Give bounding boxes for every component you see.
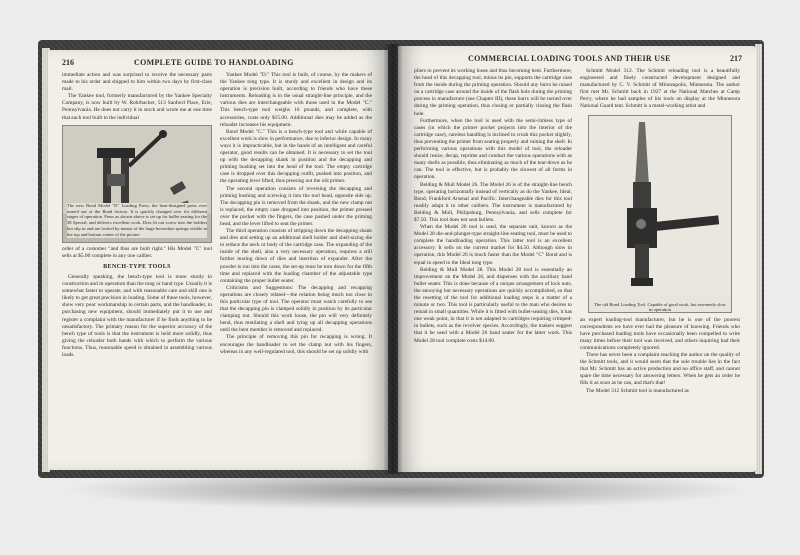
paragraph-text: Bond Model "C." This is a bench-type tool and while capable of excellent work is slow in performance, due to inferior design. In many ways it is impracticable, but in the hands of an intelligent and careful operator, good results can be obtained. It is necessary to set the tool up with the decapping shank in position and the decapping and priming bushing set into the head of the tool. The empty cartridge case is dropped over this decapping outfit, pushed into position, and the operating lever lifted, thus pressing out the old primer. [220, 128, 372, 185]
paragraph: When the Model 26 tool is used, the separate unit, known as the Model 28 die-and-plunger-type straight-line seating tool, must be used to complete the handloading operation. This latter tool is an excellent accessory. It sells on the current market for $4.50. Although slow in operation, this Model 26 is much faster than the Model "C" Bond and is equal in speed to the Ideal tong type. [414, 224, 572, 266]
book-gutter [384, 44, 402, 474]
paragraph-belding-mull-28: Belding & Mull Model 28. This Model 28 tool is essentially an improvement on the Model 26, and dispenses with the auxiliary hand bullet seater. This is done because of a unique arrangement of lock nuts, the annoying but necessary operations are quickly accomplished, so that the resetting of the tool for additional loading steps is a matter of a minute or two. This tool is particularly useful to the man who desires to reload in small quantities. While it is fitted with bullet-seating dies, it has one weak point, in that it is not adapted to cartridges requiring crimped-in bullets, such as the revolver species. Accordingly, the makers suggest that it be used with a Model 26 hand seater for the latter work. This Model 28 tool complete costs $14.00. [414, 266, 572, 344]
paragraph: The second operation consists of reversing the decapping and priming bushing and screwing it into the tool head, opposite side up. The decapping pin is removed from the shank, and the new clamp nut is replaced, the empty case dropped into position, the primer pressed over the pocket with the fingers, the case pushed under the priming head, and the lever lifted to seat the primer. [220, 185, 372, 227]
paragraph: The Model 312 Schmitt tool is manufactured as [586, 387, 689, 394]
paragraph: There has never been a complaint reaching the author on the quality of the Schmitt tools, and it would seem that the sole trouble lies in the fact that Mr. Schmitt has an active production and no office staff, and cannot spare the time necessary for answering letters. When he gets an order he fills it as soon as he can, and that's that! [580, 352, 740, 387]
paragraph-yankee-model-d [220, 72, 372, 129]
running-head-right: COMMERCIAL LOADING TOOLS AND THEIR USE [468, 54, 671, 63]
page-number-right: 217 [730, 54, 742, 63]
figure-bond-model-d [62, 125, 212, 243]
left-column-1 [62, 72, 212, 464]
left-column-2 [220, 72, 372, 464]
paragraph-text: Yankee Model "D." This tool is built, of course, by the makers of the Yankee tong type. It is sturdy and excellent in design and its operation is precision built, according to friends who have these instruments. Reloading is in the usual straight-line principle, and the various dies are interchangeable with those used in the Model "C." This bench-type tool weighs 16 pounds, and complete, with accessories, costs only $15.00. Additional dies may be added as the reloader increases his equipment. [220, 72, 372, 128]
paragraph: The third operation consists of stripping down the decapping shank and dies and setting up an additional shell holder and shell-sizing die to reduce the neck or body of the cartridge case. The expanding of the inside of the shell, also a very necessary operation, requires a still further tearing down of dies and insertion of expander. After the powder is run into the cases, the set-up must be torn down for the fifth time and replaced with the loading chamber of the adjustable type containing the proper bullet seater. [220, 228, 372, 284]
paragraph: The principle of removing this pin for recapping is wrong. It encourages the handloader to set the clamp nut with his fingers, whereas in any well-regulated tool, this should be set up solidly with [220, 334, 372, 355]
paragraph: Criticisms and Suggestions: The decapping and recapping operations are closely related—the relation being much too close in this particular type of tool. The operator must watch carefully to see that the decapping pin is clamped solidly in position by its particular clamping nut. Should this work loose, the pin will very definitely bend, thus mutilating a shell and tying up all decapping operations until the bent member is removed and replaced. [220, 284, 372, 334]
section-heading: BENCH-TYPE TOOLS [103, 263, 171, 270]
paragraph: an expert loading-tool manufacturer, but he is one of the poorest correspondents we have ever had the pleasure of knowing. Friends who have purchased loading tools have occasionally been compelled to write many times before their tool was received, and others inquiring had their communications completely ignored. [580, 316, 740, 351]
paragraph: immediate action and was surprised to receive the necessary parts made to his order and shipped to him within two days by first-class mail. [62, 72, 212, 93]
right-column-2 [580, 68, 740, 466]
figure-old-bond-tool [588, 115, 732, 313]
right-page-edges [755, 44, 762, 474]
running-head-left: COMPLETE GUIDE TO HANDLOADING [134, 58, 294, 67]
paragraph: pliers to prevent its working loose and thus becoming bent. Furthermore, the head of this decapping tool, minus its pin, supports the cartridge case from the inside during the priming operation. Should any burrs be raised on a cartridge case around the inside of the flash hole during the priming process in manufacture (see Chapter III), these burrs will be turned over during the priming operation, thus closing or partially closing the flash hole. [414, 68, 572, 117]
paragraph: The Yankee tool, formerly manufactured by the Yankee Specialty Company, is now built by W. Rohrbacher, 513 Sanford Place, Erie, Pennsylvania. He does not carry it in stock and wrote me at one time that each tool built to the individual [62, 93, 212, 121]
paragraph: order of a customer "and thus are built right." His Model "C" tool sells at $5.00 complete in any one caliber. [62, 245, 212, 259]
left-page [48, 50, 388, 470]
right-column-1 [414, 68, 572, 466]
paragraph: Generally speaking, the bench-type tool is more sturdy in construction and in operation than the tong or hand type. Usually it is somewhat faster to operate, and with reasonable care and skill one is likely to get great precision in loading. Some of these tools, however, show very poor workmanship in certain parts, and the handloader, in purchasing new equipment, should immediately put it to use and register a complaint with the manufacturer if he finds anything to be unsatisfactory. The primary reason for the superior accuracy of the bench type of tools is that the instrument is held more solidly, thus giving the reloader both hands with which to perform the various functions. Thus, reasonable speed is obtained in assembling various loads. [62, 273, 212, 358]
paragraph-schmitt-312: Schmitt Model 312. The Schmitt reloading tool is a beautifully engineered and finely constructed development designed and manufactured by C. V. Schmitt of Minneapolis, Minnesota. The author first met Mr. Schmitt back in 1927 at the National Matches at Camp Perry, where he had samples of his tools on display at the Minnesota National Guard tent. Schmitt is a metal-working artist and [580, 68, 740, 110]
figure-caption: The old Bond Loading Tool. Capable of good work, but extremely slow in operation [594, 301, 726, 313]
figure-caption: The new Bond Model "D" Loading Press, the bent-designed press ever turned out of the Bond factory. It is quickly changed over for different stages of operation. Press as shown above is set up for bullet seating for the 38 Special, and delivers excellent work. Dies fit our screw into the holders but slip in and are locked by means of the large horseshoe springs visible in the top and bottom center of the picture [67, 202, 207, 237]
old-tool-illustration [589, 116, 731, 296]
paragraph-belding-mull-26: Belding & Mull Model 26. The Model 26 is of the straight-line bench type, operating horizontally instead of vertically as do the Yankee, Ideal, Bond, Frankford Arsenal and Pacific. Interchangeable dies for this tool readily adapt it to other calibers. The instrument is manufactured by Belding & Mull, Philipsburg, Pennsylvania, and sells complete for $7.50. This tool does not seat bullets. [414, 181, 572, 223]
page-number-left: 216 [62, 58, 74, 67]
right-page [398, 46, 756, 472]
paragraph-bond-model-c [220, 129, 372, 186]
paragraph: Furthermore, when the tool is used with the semi-rimless type of cases (in which the primer pocket projects into the interior of the cartridge case), careless handling is inclined to crush this pocket slightly, thus preventing the primer from seating properly and ruining the shell. In performing various operations with this model of tool, the reloader should resize, decap, reprime and conduct the various operations with as many shells as possible, thus eliminating as much of the tear-down as he can. The tool is effective, but is probably the slowest of all forms in operation. [414, 117, 572, 181]
